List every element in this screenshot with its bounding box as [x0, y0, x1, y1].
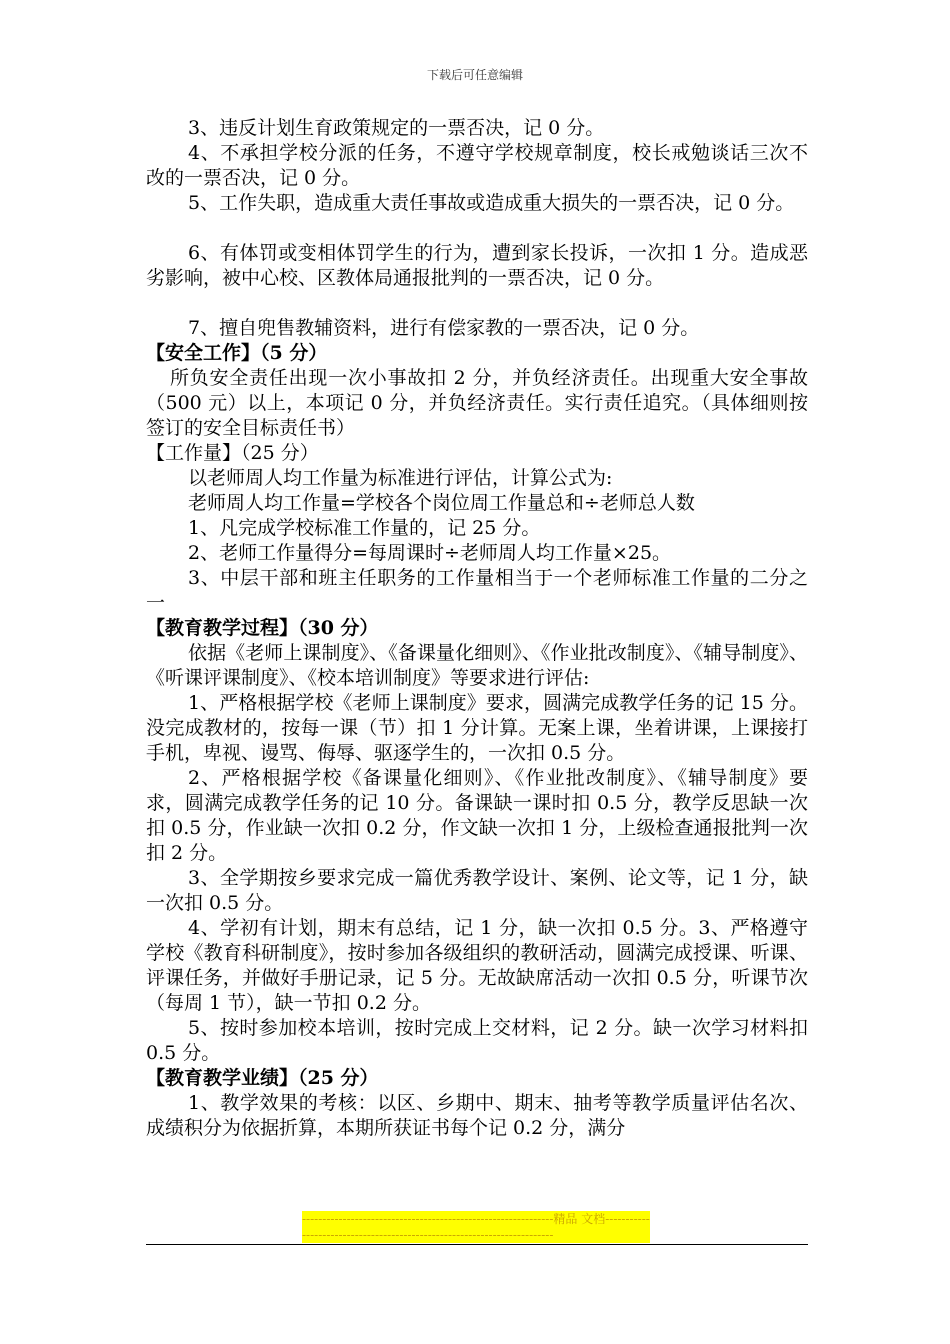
document-body: [146, 116, 808, 1141]
paragraph: 1、严格根据学校《老师上课制度》要求，圆满完成教学任务的记 15 分。没完成教材的，按每一课（节）扣 1 分计算。无案上课，坐着讲课，上课接打手机，卑视、谩骂、侮辱、驱逐学生的，一次扣 0.5 分。: [146, 692, 808, 764]
paragraph: 3、中层干部和班主任职务的工作量相当于一个老师标准工作量的二分之一: [146, 567, 808, 614]
paragraph: 4、学初有计划，期末有总结，记 1 分，缺一次扣 0.5 分。3、严格遵守学校《教育科研制度》，按时参加各级组织的教研活动，圆满完成授课、听课、评课任务，并做好手册记录，记 5 分。无故缺席活动一次扣 0.5 分，听课节次（每周 1 节），缺一节扣 0.2 分。: [146, 917, 808, 1014]
paragraph: 2、老师工作量得分=每周课时÷老师周人均工作量×25。: [188, 542, 672, 564]
paragraph: 5、按时参加校本培训，按时完成上交材料，记 2 分。缺一次学习材料扣 0.5 分。: [146, 1017, 808, 1064]
footer-watermark: --------------------------------------------------------------精品 文档-------------------------------------------------------------------------: [302, 1212, 650, 1242]
blank-line: [146, 291, 808, 316]
section-heading-process: 【教育教学过程】（30 分）: [146, 617, 379, 639]
paragraph: 6、有体罚或变相体罚学生的行为，遭到家长投诉，一次扣 1 分。造成恶劣影响，被中心校、区教体局通报批判的一票否决，记 0 分。: [146, 242, 808, 289]
blank-line: [146, 216, 808, 241]
paragraph: 7、擅自兜售教辅资料，进行有偿家教的一票否决，记 0 分。: [188, 317, 700, 339]
paragraph: 2、严格根据学校《备课量化细则》、《作业批改制度》、《辅导制度》要求，圆满完成教学任务的记 10 分。备课缺一课时扣 0.5 分，教学反思缺一次扣 0.5 分，作业缺一次扣 0.2 分，作文缺一次扣 1 分，上级检查通报批判一次扣 2 分。: [146, 767, 808, 864]
section-heading-results: 【教育教学业绩】（25 分）: [146, 1067, 379, 1089]
paragraph: 3、违反计划生育政策规定的一票否决，记 0 分。: [188, 117, 605, 139]
paragraph: 3、全学期按乡要求完成一篇优秀教学设计、案例、论文等，记 1 分，缺一次扣 0.5 分。: [146, 867, 808, 914]
paragraph: 所负安全责任出现一次小事故扣 2 分，并负经济责任。出现重大安全事故（500 元）以上，本项记 0 分，并负经济责任。实行责任追究。（具体细则按签订的安全目标责任书）: [146, 367, 808, 439]
paragraph: 依据《老师上课制度》、《备课量化细则》、《作业批改制度》、《辅导制度》、《听课评课制度》、《校本培训制度》等要求进行评估:: [146, 642, 808, 689]
header-note: 下载后可任意编辑: [426, 68, 523, 82]
paragraph: 老师周人均工作量=学校各个岗位周工作量总和÷老师总人数: [188, 492, 695, 514]
footer-divider: [146, 1244, 808, 1245]
paragraph: 5、工作失职，造成重大责任事故或造成重大损失的一票否决，记 0 分。: [188, 192, 795, 214]
paragraph: 4、不承担学校分派的任务，不遵守学校规章制度，校长戒勉谈话三次不改的一票否决，记 0 分。: [146, 142, 808, 189]
paragraph: 1、教学效果的考核：以区、乡期中、期末、抽考等教学质量评估名次、成绩积分为依据折算，本期所获证书每个记 0.2 分，满分: [146, 1092, 808, 1139]
section-heading-safety: 【安全工作】（5 分）: [146, 342, 328, 364]
paragraph: 以老师周人均工作量为标准进行评估，计算公式为:: [188, 467, 613, 489]
paragraph: 1、凡完成学校标准工作量的，记 25 分。: [188, 517, 541, 539]
section-heading-workload: 【工作量】（25 分）: [146, 442, 319, 464]
